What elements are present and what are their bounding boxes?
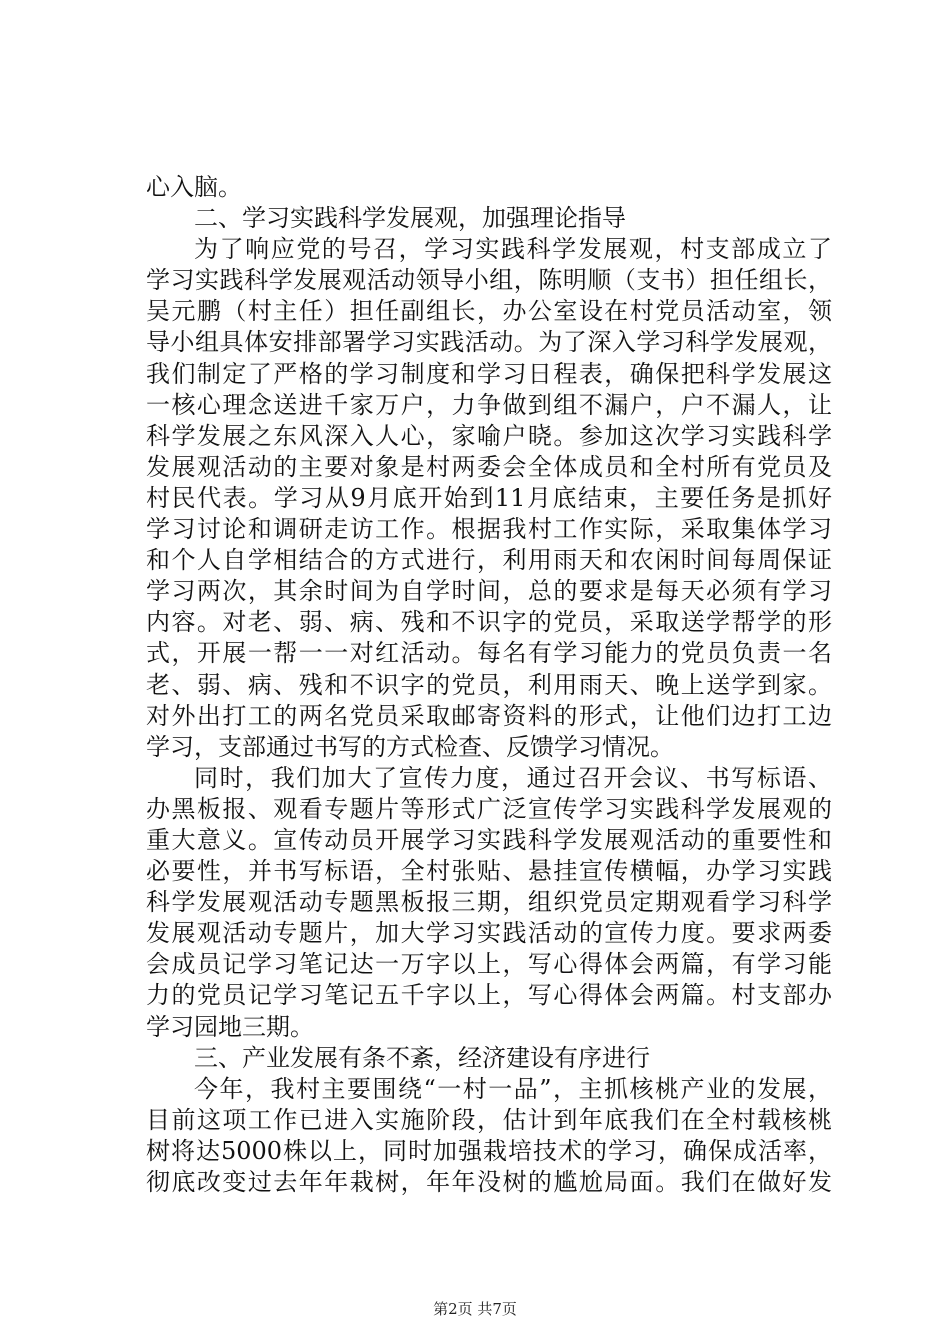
text-line: 力的党员记学习笔记五千字以上，写心得体会两篇。村支部办 [146,981,832,1010]
text-line: 内容。对老、弱、病、残和不识字的党员，采取送学帮学的形 [146,608,832,637]
text-line: 科学发展观活动专题黑板报三期，组织党员定期观看学习科学 [146,888,832,917]
page-footer: 第2页 共7页 [433,1300,517,1318]
text-line: 会成员记学习笔记达一万字以上，写心得体会两篇，有学习能 [146,950,832,979]
text-line: 发展观活动的主要对象是村两委会全体成员和全村所有党员及 [146,452,832,481]
text-line: 学习园地三期。 [146,1012,314,1041]
text-line: 老、弱、病、残和不识字的党员，利用雨天、晚上送学到家。 [146,670,832,699]
text-line: 今年，我村主要围绕“一村一品”，主抓核桃产业的发展， [194,1074,832,1103]
text-line: 学习讨论和调研走访工作。根据我村工作实际，采取集体学习 [146,515,832,544]
text-line: 目前这项工作已进入实施阶段，估计到年底我们在全村载核桃 [146,1105,832,1134]
text-line: 彻底改变过去年年栽树，年年没树的尴尬局面。我们在做好发 [146,1168,832,1196]
text-line: 重大意义。宣传动员开展学习实践科学发展观活动的重要性和 [146,825,832,854]
text-line: 学习，支部通过书写的方式检查、反馈学习情况。 [146,732,674,761]
text-line: 科学发展之东风深入人心，家喻户晓。参加这次学习实践科学 [146,421,832,450]
text-line: 一核心理念送进千家万户，力争做到组不漏户，户不漏人，让 [146,390,832,419]
text-line: 为了响应党的号召，学习实践科学发展观，村支部成立了 [194,235,832,264]
document-body [146,172,832,1198]
text-line: 同时，我们加大了宣传力度，通过召开会议、书写标语、 [194,763,832,792]
text-line: 三、产业发展有条不紊，经济建设有序进行 [194,1043,650,1072]
text-line: 导小组具体安排部署学习实践活动。为了深入学习科学发展观， [146,328,832,357]
text-line: 学习实践科学发展观活动领导小组，陈明顺（支书）担任组长， [146,266,832,295]
text-line: 心入脑。 [146,173,242,201]
text-line: 吴元鹏（村主任）担任副组长，办公室设在村党员活动室，领 [146,297,832,326]
text-line: 对外出打工的两名党员采取邮寄资料的形式，让他们边打工边 [146,701,832,730]
text-line: 村民代表。学习从9月底开始到11月底结束，主要任务是抓好 [146,483,832,512]
text-line: 必要性，并书写标语，全村张贴、悬挂宣传横幅，办学习实践 [146,857,832,886]
text-line: 式，开展一帮一一对红活动。每名有学习能力的党员负责一名 [146,639,832,668]
text-line: 学习两次，其余时间为自学时间，总的要求是每天必须有学习 [146,577,832,606]
text-line: 二、学习实践科学发展观，加强理论指导 [194,204,626,233]
text-line: 发展观活动专题片，加大学习实践活动的宣传力度。要求两委 [146,919,832,948]
text-line: 办黑板报、观看专题片等形式广泛宣传学习实践科学发展观的 [146,794,832,823]
text-line: 树将达5000株以上，同时加强栽培技术的学习，确保成活率， [146,1136,832,1165]
text-line: 我们制定了严格的学习制度和学习日程表，确保把科学发展这 [146,359,832,388]
text-line: 和个人自学相结合的方式进行，利用雨天和农闲时间每周保证 [146,546,832,575]
